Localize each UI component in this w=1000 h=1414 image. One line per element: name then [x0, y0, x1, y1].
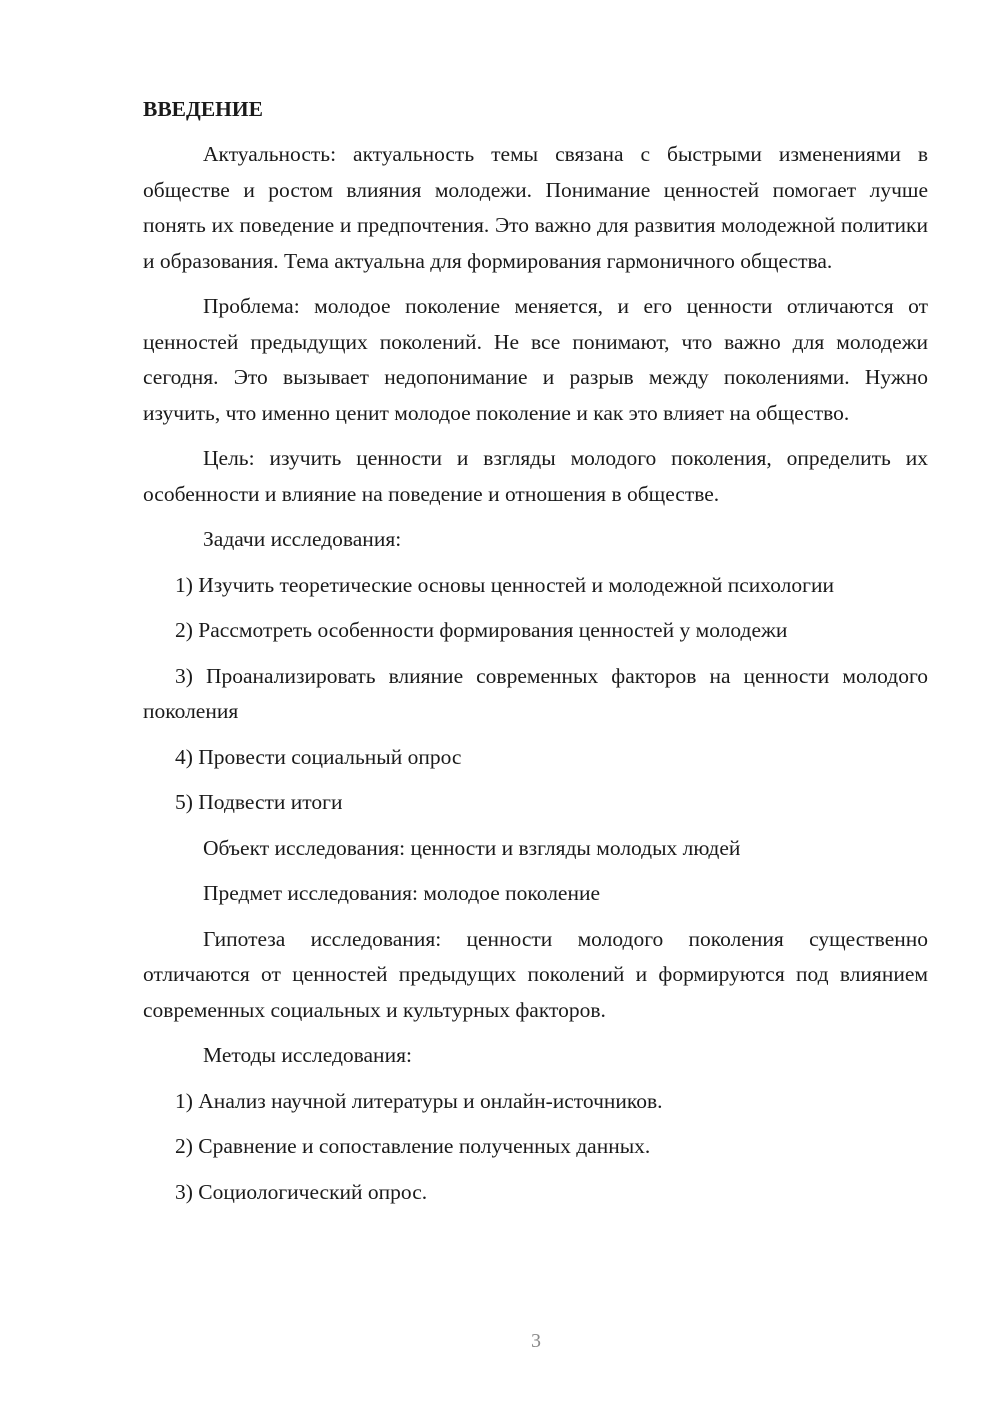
task-item-2: 2) Рассмотреть особенности формирования ценностей у молодежи — [175, 618, 788, 642]
problem-paragraph: Проблема: молодое поколение меняется, и его ценности отличаются от ценностей предыдущих поколений. Не все понимают, что важно для молодежи сегодня. Это вызывает недопонимание и разрыв между поколениями. Нужно изучить, что именно ценит молодое поколение и как это влияет на общество. — [143, 294, 928, 425]
relevance-paragraph: Актуальность: актуальность темы связана с быстрыми изменениями в обществе и ростом влияния молодежи. Понимание ценностей помогает лучше понять их поведение и предпочтения. Это важно для развития молодежной политики и образования. Тема актуальна для формирования гармоничного общества. — [143, 142, 928, 273]
subject-paragraph: Предмет исследования: молодое поколение — [203, 881, 601, 905]
tasks-heading: Задачи исследования: — [203, 527, 402, 551]
methods-heading: Методы исследования: — [203, 1043, 412, 1067]
object-paragraph: Объект исследования: ценности и взгляды молодых людей — [203, 835, 741, 860]
method-item-1: 1) Анализ научной литературы и онлайн-источников. — [175, 1088, 663, 1113]
task-item-4: 4) Провести социальный опрос — [175, 744, 462, 769]
hypothesis-paragraph: Гипотеза исследования: ценности молодого поколения существенно отличаются от ценностей предыдущих поколений и формируются под влиянием современных социальных и культурных факторов. — [143, 926, 928, 1022]
section-heading: ВВЕДЕНИЕ — [143, 97, 263, 121]
goal-paragraph: Цель: изучить ценности и взгляды молодого поколения, определить их особенности и влияние на поведение и отношения в обществе. — [143, 446, 928, 506]
task-item-1: 1) Изучить теоретические основы ценностей и молодежной психологии — [175, 572, 834, 597]
page-content — [143, 92, 928, 1220]
task-item-5: 5) Подвести итоги — [175, 790, 343, 814]
method-item-2: 2) Сравнение и сопоставление полученных данных. — [175, 1134, 651, 1158]
task-item-3: 3) Проанализировать влияние современных факторов на ценности молодого поколения — [143, 663, 928, 723]
method-item-3: 3) Социологический опрос. — [175, 1179, 428, 1204]
page-number: 3 — [531, 1330, 541, 1352]
